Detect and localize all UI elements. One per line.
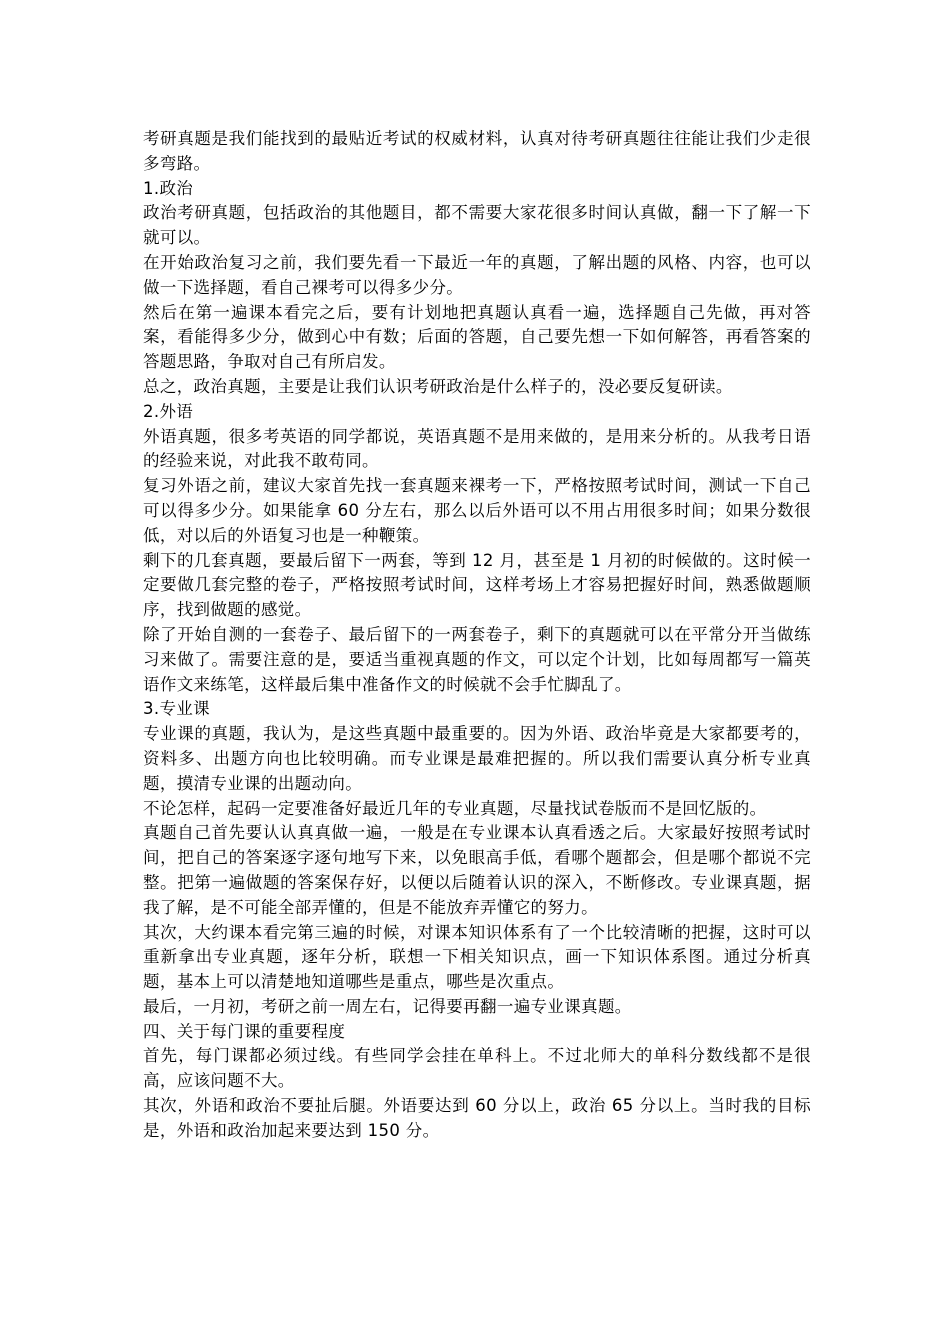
body-paragraph: 不论怎样，起码一定要准备好最近几年的专业真题，尽量找试卷版而不是回忆版的。 xyxy=(143,798,767,818)
body-paragraph: 其次，大约课本看完第三遍的时候，对课本知识体系有了一个比较清晰的把握，这时可以重新拿出专业真题，逐年分析，联想一下相关知识点，画一下知识体系图。通过分析真题，基本上可以清楚地知道哪些是重点，哪些是次重点。 xyxy=(143,922,811,992)
section-heading-politics: 1.政治 xyxy=(143,178,194,198)
body-paragraph: 然后在第一遍课本看完之后，要有计划地把真题认真看一遍，选择题自己先做，再对答案，看能得多少分，做到心中有数；后面的答题，自己要先想一下如何解答，再看答案的答题思路，争取对自己有所启发。 xyxy=(143,302,811,372)
intro-paragraph: 考研真题是我们能找到的最贴近考试的权威材料，认真对待考研真题往往能让我们少走很多弯路。 xyxy=(143,129,811,173)
body-paragraph: 总之，政治真题，主要是让我们认识考研政治是什么样子的，没必要反复研读。 xyxy=(143,376,733,396)
body-paragraph: 剩下的几套真题，要最后留下一两套，等到 12 月，甚至是 1 月初的时候做的。这时候一定要做几套完整的卷子，严格按照考试时间，这样考场上才容易把握好时间，熟悉做题顺序，找到做题的感觉。 xyxy=(143,550,811,620)
body-paragraph: 外语真题，很多考英语的同学都说，英语真题不是用来做的，是用来分析的。从我考日语的经验来说，对此我不敢苟同。 xyxy=(143,426,811,471)
section-heading-course-importance: 四、关于每门课的重要程度 xyxy=(143,1021,346,1041)
body-paragraph: 除了开始自测的一套卷子、最后留下的一两套卷子，剩下的真题就可以在平常分开当做练习来做了。需要注意的是，要适当重视真题的作文，可以定个计划，比如每周都写一篇英语作文来练笔，这样最后集中准备作文的时候就不会手忙脚乱了。 xyxy=(143,624,811,694)
document-body xyxy=(143,127,811,1144)
body-paragraph: 政治考研真题，包括政治的其他题目，都不需要大家花很多时间认真做，翻一下了解一下就可以。 xyxy=(143,203,811,248)
body-paragraph: 在开始政治复习之前，我们要先看一下最近一年的真题，了解出题的风格、内容，也可以做一下选择题，看自己裸考可以得多少分。 xyxy=(143,252,811,297)
body-paragraph: 真题自己首先要认认真真做一遍，一般是在专业课本认真看透之后。大家最好按照考试时间，把自己的答案逐字逐句地写下来，以免眼高手低，看哪个题都会，但是哪个都说不完整。把第一遍做题的答案保存好，以便以后随着认识的深入，不断修改。专业课真题，据我了解，是不可能全部弄懂的，但是不能放弃弄懂它的努力。 xyxy=(143,823,811,917)
body-paragraph: 复习外语之前，建议大家首先找一套真题来裸考一下，严格按照考试时间，测试一下自己可以得多少分。如果能拿 60 分左右，那么以后外语可以不用占用很多时间；如果分数很低，对以后的外语复习也是一种鞭策。 xyxy=(143,476,811,545)
body-paragraph: 其次，外语和政治不要扯后腿。外语要达到 60 分以上，政治 65 分以上。当时我的目标是，外语和政治加起来要达到 150 分。 xyxy=(143,1096,811,1140)
body-paragraph: 专业课的真题，我认为，是这些真题中最重要的。因为外语、政治毕竟是大家都要考的，资料多、出题方向也比较明确。而专业课是最难把握的。所以我们需要认真分析专业真题，摸清专业课的出题动向。 xyxy=(143,724,811,793)
body-paragraph: 最后，一月初，考研之前一周左右，记得要再翻一遍专业课真题。 xyxy=(143,996,632,1016)
section-heading-major-course: 3.专业课 xyxy=(143,699,210,719)
section-heading-foreign-language: 2.外语 xyxy=(143,401,194,421)
body-paragraph: 首先，每门课都必须过线。有些同学会挂在单科上。不过北师大的单科分数线都不是很高，应该问题不大。 xyxy=(143,1046,811,1091)
